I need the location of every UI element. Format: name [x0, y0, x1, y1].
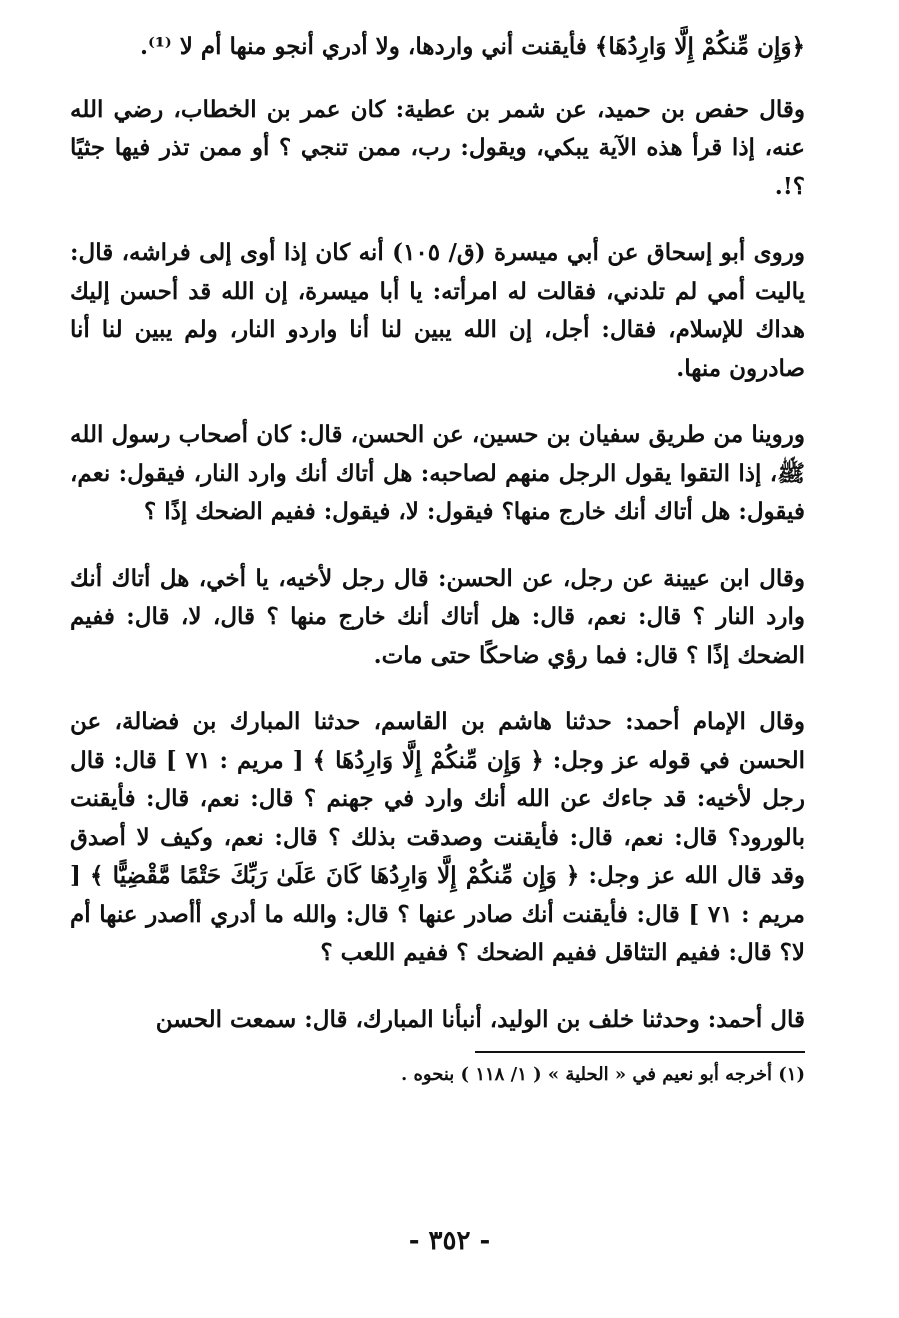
- paragraph-3: وروى أبو إسحاق عن أبي ميسرة (ق/ ١٠٥) أنه كان إذا أوى إلى فراشه، قال: ياليت أمي لم تلدني، فقالت له امرأته: يا أبا ميسرة، إن الله قد أحسن إليك هداك للإسلام، فقال: أجل، إن الله يبين لنا أنا واردو النار، ولم يبين لنا أنا صادرون منها.: [70, 239, 805, 382]
- paragraph-4: وروينا من طريق سفيان بن حسين، عن الحسن، قال: كان أصحاب رسول الله ﷺ، إذا التقوا يقول الرجل منهم لصاحبه: هل أتاك أنك وارد النار، فيقول: نعم، فيقول: هل أتاك أنك خارج منها؟ فيقول: لا، فيقول: ففيم الضحك إذًا ؟: [70, 421, 805, 525]
- footnote-divider: [475, 1051, 805, 1053]
- page-number: - ٣٥٢ -: [408, 1226, 491, 1256]
- paragraph-1: ﴿وَإِن مِّنكُمْ إِلَّا وَارِدُهَا﴾ فأيقنت أني واردها، ولا أدري أنجو منها أم لا ⁽¹⁾.: [139, 33, 805, 60]
- paragraph-6: وقال الإمام أحمد: حدثنا هاشم بن القاسم، حدثنا المبارك بن فضالة، عن الحسن في قوله عز وجل: ﴿ وَإِن مِّنكُمْ إِلَّا وَارِدُهَا ﴾ [ مريم : ٧١ ] قال: قال رجل لأخيه: قد جاءك عن الله أنك وارد في جهنم ؟ قال: نعم، قال: فأيقنت بالورود؟ قال: نعم، قال: فأيقنت وصدقت بذلك ؟ قال: نعم، وكيف لا أصدق وقد قال الله عز وجل: ﴿ وَإِن مِّنكُمْ إِلَّا وَارِدُهَا كَانَ عَلَىٰ رَبِّكَ حَتْمًا مَّقْضِيًّا ﴾ [ مريم : ٧١ ] قال: فأيقنت أنك صادر عنها ؟ قال: والله ما أدري أأصدر عنها أم لا؟ قال: ففيم التثاقل ففيم الضحك ؟ ففيم اللعب ؟: [70, 708, 805, 966]
- paragraph-2: وقال حفص بن حميد، عن شمر بن عطية: كان عمر بن الخطاب، رضي الله عنه، إذا قرأ هذه الآية يبكي، ويقول: رب، ممن تنجي ؟ أو ممن تذر فيها جثيًا ؟!.: [70, 95, 805, 200]
- paragraph-7: قال أحمد: وحدثنا خلف بن الوليد، أنبأنا المبارك، قال: سمعت الحسن: [155, 1005, 805, 1033]
- footnote: (١) أخرجه أبو نعيم في « الحلية » ( ١/ ١١٨ ) بنحوه .: [400, 1064, 805, 1085]
- paragraph-5: وقال ابن عيينة عن رجل، عن الحسن: قال رجل لأخيه، يا أخي، هل أتاك أنك وارد النار ؟ قال: نعم، قال: هل أتاك أنك خارج منها ؟ قال، لا، قال: ففيم الضحك إذًا ؟ قال: فما رؤي ضاحكًا حتى مات.: [70, 564, 805, 669]
